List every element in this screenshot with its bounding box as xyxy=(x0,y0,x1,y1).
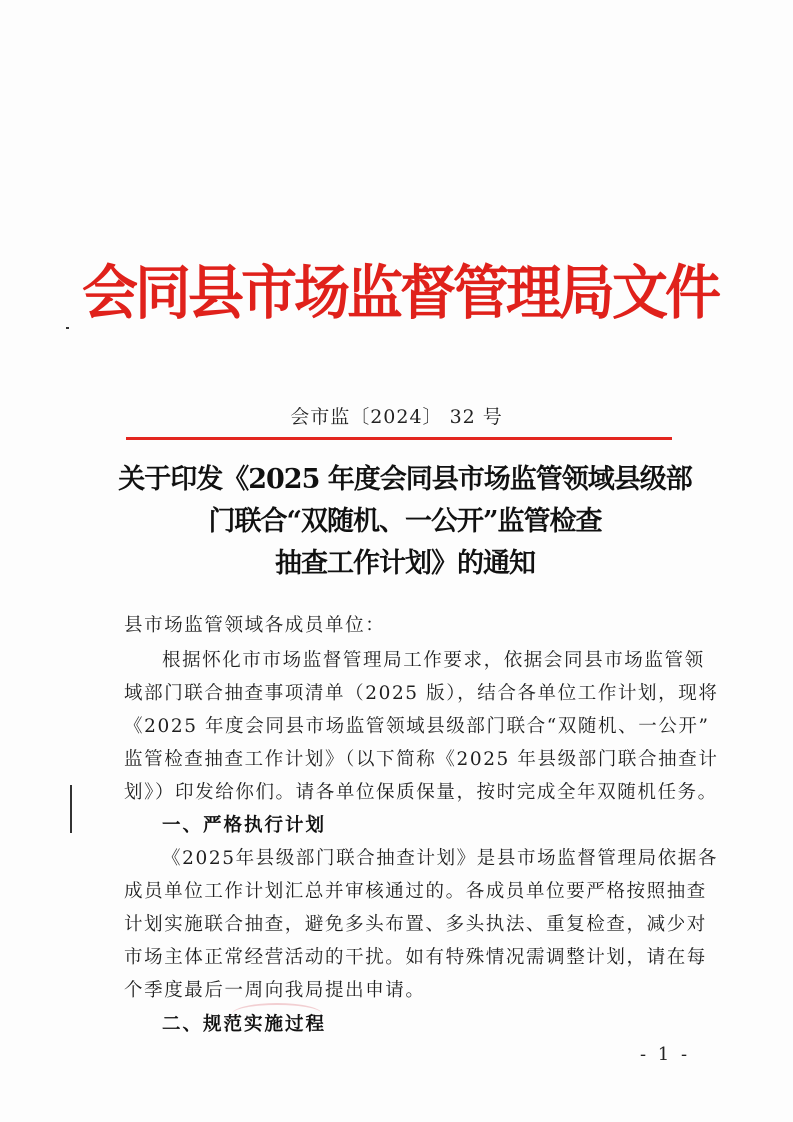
scan-margin-mark xyxy=(70,785,72,833)
scan-speck xyxy=(66,327,69,329)
paragraph-line: 个季度最后一周向我局提出申请。 xyxy=(124,980,426,1001)
faint-stamp-trace xyxy=(232,1003,322,1025)
paragraph-line: 划》）印发给你们。请各单位保质保量，按时完成全年双随机任务。 xyxy=(124,782,718,803)
paragraph-line: 根据怀化市市场监督管理局工作要求，依据会同县市场监管领 xyxy=(162,650,705,671)
notice-title-line: 门联合“双随机、一公开”监管检查 xyxy=(208,506,602,537)
paragraph-line: 域部门联合抽查事项清单（2025 版），结合各单位工作计划，现将 xyxy=(124,683,719,704)
paragraph-line: 成员单位工作计划汇总并审核通过的。各成员单位要严格按照抽查 xyxy=(124,881,707,902)
paragraph-line: 《2025 年度会同县市场监管领域县级部门联合“双随机、一公开” xyxy=(124,716,710,737)
document-number: 会市监〔2024〕 32 号 xyxy=(290,406,503,428)
notice-title-line: 抽查工作计划》的通知 xyxy=(275,548,535,579)
issuing-authority-header: 会同县市场监督管理局文件 xyxy=(82,258,718,328)
page-number: - 1 - xyxy=(640,1044,691,1065)
section-heading: 二、规范实施过程 xyxy=(162,1014,327,1035)
notice-title xyxy=(110,459,700,585)
salutation: 县市场监管领域各成员单位： xyxy=(124,615,386,636)
red-separator-rule xyxy=(126,437,672,440)
paragraph-line: 计划实施联合抽查，避免多头布置、多头执法、重复检查，减少对 xyxy=(124,914,707,935)
notice-title-line: 关于印发《2025 年度会同县市场监管领域县级部 xyxy=(118,464,692,495)
paragraph-line: 监管检查抽查工作计划》（以下简称《2025 年县级部门联合抽查计 xyxy=(124,749,719,770)
paragraph-line: 《2025年县级部门联合抽查计划》是县市场监督管理局依据各 xyxy=(162,848,718,869)
section-heading: 一、严格执行计划 xyxy=(162,815,327,836)
paragraph-line: 市场主体正常经营活动的干扰。如有特殊情况需调整计划，请在每 xyxy=(124,947,707,968)
